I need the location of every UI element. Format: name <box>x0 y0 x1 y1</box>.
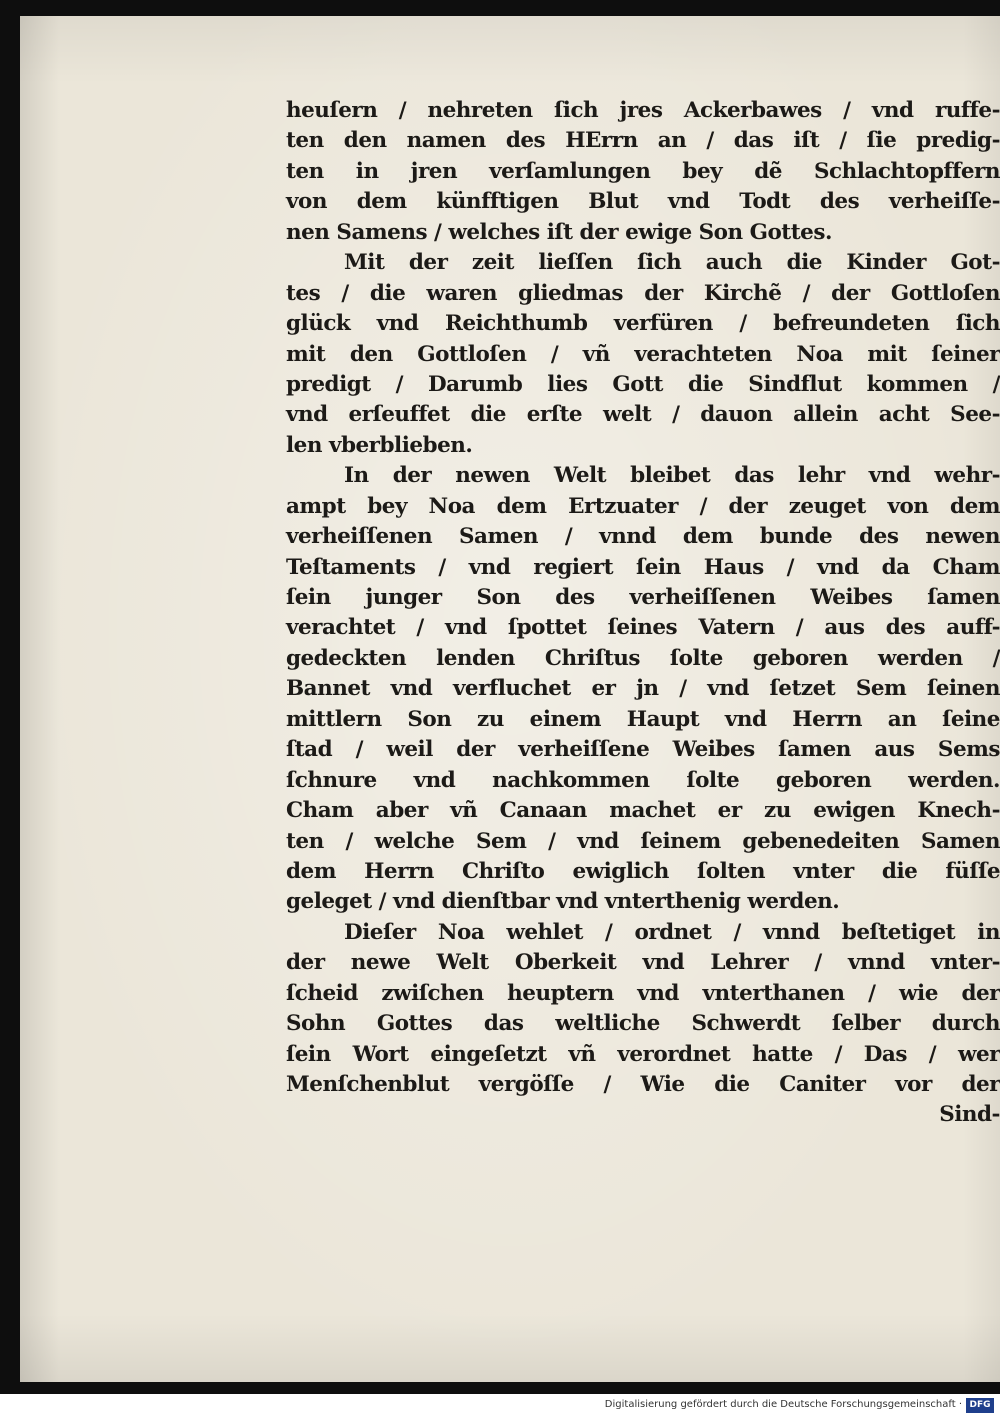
text-line: von dem künfftigen Blut vnd Todt des verheiſſe- <box>286 189 1000 215</box>
text-line: predigt / Darumb lies Gott die Sindflut kommen / <box>286 371 1000 397</box>
catchword: Sind- <box>939 1102 1000 1128</box>
text-line: mit den Gottloſen / vñ verachteten Noa mit ſeiner <box>286 341 1000 367</box>
text-block <box>286 96 1000 1131</box>
digitization-footer <box>0 1394 1000 1419</box>
text-line: Cham aber vñ Canaan machet er zu ewigen Knech- <box>286 798 1000 824</box>
text-line: nen Samens / welches iſt der ewige Son Gottes. <box>286 219 832 245</box>
text-line: len vberblieben. <box>286 432 473 458</box>
text-line: dem Herrn Chriſto ewiglich ſolten vnter die füſſe <box>286 858 1000 884</box>
text-line: glück vnd Reichthumb verfüren / befreundeten ſich <box>286 311 1000 337</box>
text-line: tes / die waren gliedmas der Kirchẽ / der Gottloſen <box>286 280 1000 306</box>
text-line: verheiſſenen Samen / vnnd dem bunde des newen <box>286 524 1000 550</box>
text-line: ſchnure vnd nachkommen ſolte geboren werden. <box>286 767 1000 793</box>
text-line: Menſchenblut vergöſſe / Wie die Caniter vor der <box>286 1072 1000 1097</box>
text-line: ten den namen des HErrn an / das iſt / ſie predig- <box>286 128 1000 154</box>
text-line: mittlern Son zu einem Haupt vnd Herrn an ſeine <box>286 706 1000 732</box>
text-line: Teſtaments / vnd regiert ſein Haus / vnd da Cham <box>286 554 1000 580</box>
text-line: Sohn Gottes das weltliche Schwerdt ſelber durch <box>286 1011 1000 1037</box>
text-line: heuſern / nehreten ſich jres Ackerbawes / vnd ruffe- <box>286 98 1000 123</box>
text-line: ampt bey Noa dem Ertzuater / der zeuget von dem <box>286 493 1000 519</box>
text-line: geleget / vnd dienſtbar vnd vnterthenig werden. <box>286 889 840 915</box>
text-line: Mit der zeit lieſſen ſich auch die Kinder Got- <box>344 250 1000 276</box>
text-line: ſtad / weil der verheiſſene Weibes ſamen aus Sems <box>286 737 1000 763</box>
funding-credit: Digitalisierung gefördert durch die Deutsche Forschungsgemeinschaft · <box>604 1399 962 1410</box>
text-line: der newe Welt Oberkeit vnd Lehrer / vnnd vnter- <box>286 950 1000 976</box>
text-line: ſein Wort eingeſetzt vñ verordnet hatte / Das / wer <box>286 1041 1000 1067</box>
text-line: ſein junger Son des verheiſſenen Weibes ſamen <box>286 585 1000 610</box>
text-line: verachtet / vnd ſpottet ſeines Vatern / aus des auff- <box>286 615 1000 641</box>
book-page <box>20 16 1000 1382</box>
text-line: ſcheid zwiſchen heuptern vnd vnterthanen / wie der <box>286 980 1000 1006</box>
text-line: In der newen Welt bleibet das lehr vnd wehr- <box>344 463 1000 489</box>
text-line: gedeckten lenden Chriſtus ſolte geboren werden / <box>286 645 1000 671</box>
text-line: ten / welche Sem / vnd ſeinem gebenedeiten Samen <box>286 828 1000 854</box>
dfg-logo: DFG <box>966 1398 994 1413</box>
text-line: Bannet vnd verfluchet er jn / vnd ſetzet Sem ſeinen <box>286 676 1000 702</box>
text-line: ten in jren verſamlungen bey dẽ Schlachtopffern <box>286 158 1000 184</box>
text-line: vnd erſeuffet die erſte welt / dauon allein acht See- <box>286 402 1000 428</box>
text-line: Dieſer Noa wehlet / ordnet / vnnd beſtetiget in <box>344 919 1000 945</box>
